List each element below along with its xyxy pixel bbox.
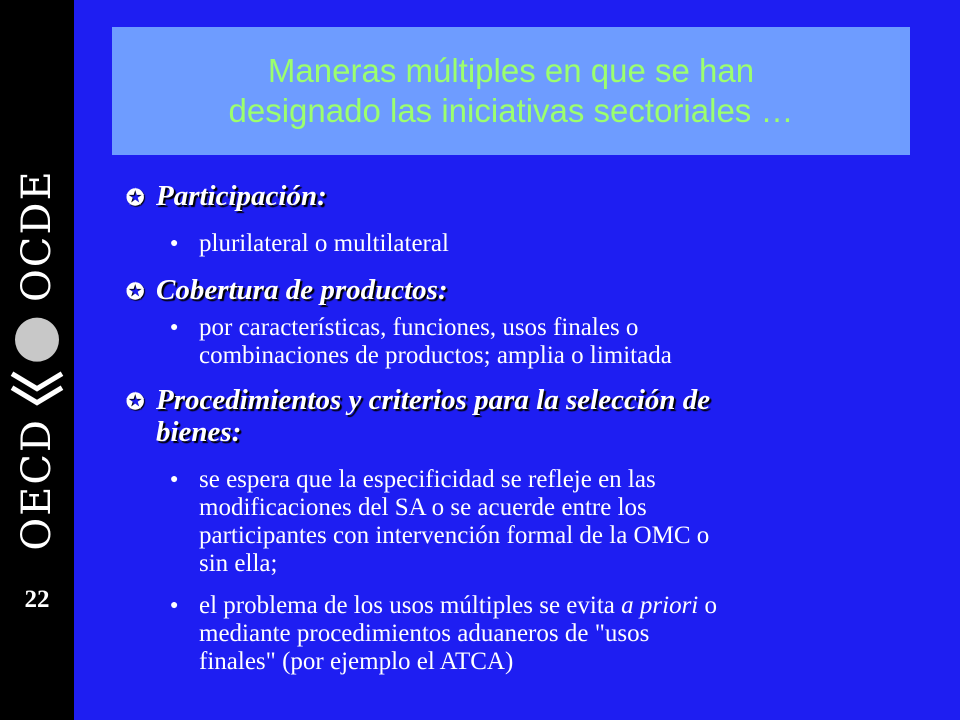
star-bullet-icon: ✪ [126,279,145,304]
list-item-line: modificaciones del SA o se acuerde entre los [199,494,647,521]
slide-number: 22 [24,586,50,613]
title-line-1: Maneras múltiples en que se han [267,52,755,89]
italic-phrase: a priori [621,592,699,619]
list-item-line: finales" (por ejemplo el ATCA) [199,648,514,675]
dot-bullet-icon: ● [170,320,179,335]
dot-bullet-icon: ● [170,236,179,251]
list-item-line: se espera que la especificidad se refleje en las [199,466,656,493]
list-item-text: o [698,592,718,619]
heading-text: Procedimientos y criterios para la selección de [156,384,711,416]
section-heading-procedimientos [126,384,916,448]
list-item-text: plurilateral o multilateral [199,230,449,257]
list-item-line: participantes con intervención formal de la OMC o [199,522,710,549]
sidebar [0,0,74,720]
logo-text-oecd: OECD [14,418,60,551]
oecd-logo [7,169,67,550]
dot-bullet-icon: ● [170,472,179,487]
slide-title [229,51,794,131]
list-item-line: por características, funciones, usos finales o [199,314,639,341]
list-item [126,592,916,676]
slide-content [126,180,916,676]
list-item [126,314,916,370]
dot-bullet-icon: ● [170,598,179,613]
list-item-text: el problema de los usos múltiples se evita [199,592,622,619]
star-bullet-icon: ✪ [126,389,145,414]
section-heading-cobertura [126,274,916,306]
list-item [126,466,916,578]
title-box [112,27,910,155]
list-item [126,230,916,258]
oecd-logo-mark-icon [7,312,67,408]
heading-text: Participación: [156,180,327,212]
star-bullet-icon: ✪ [126,185,145,210]
list-item-line: combinaciones de productos; amplia o limitada [199,342,672,369]
section-heading-participacion [126,180,916,212]
list-item-line: mediante procedimientos aduaneros de "usos [199,620,650,647]
heading-text: Cobertura de productos: [156,274,448,306]
heading-text: bienes: [156,416,242,448]
logo-text-ocde: OCDE [14,169,60,302]
list-item-line: sin ella; [199,550,278,577]
title-line-2: designado las iniciativas sectoriales … [228,92,794,129]
